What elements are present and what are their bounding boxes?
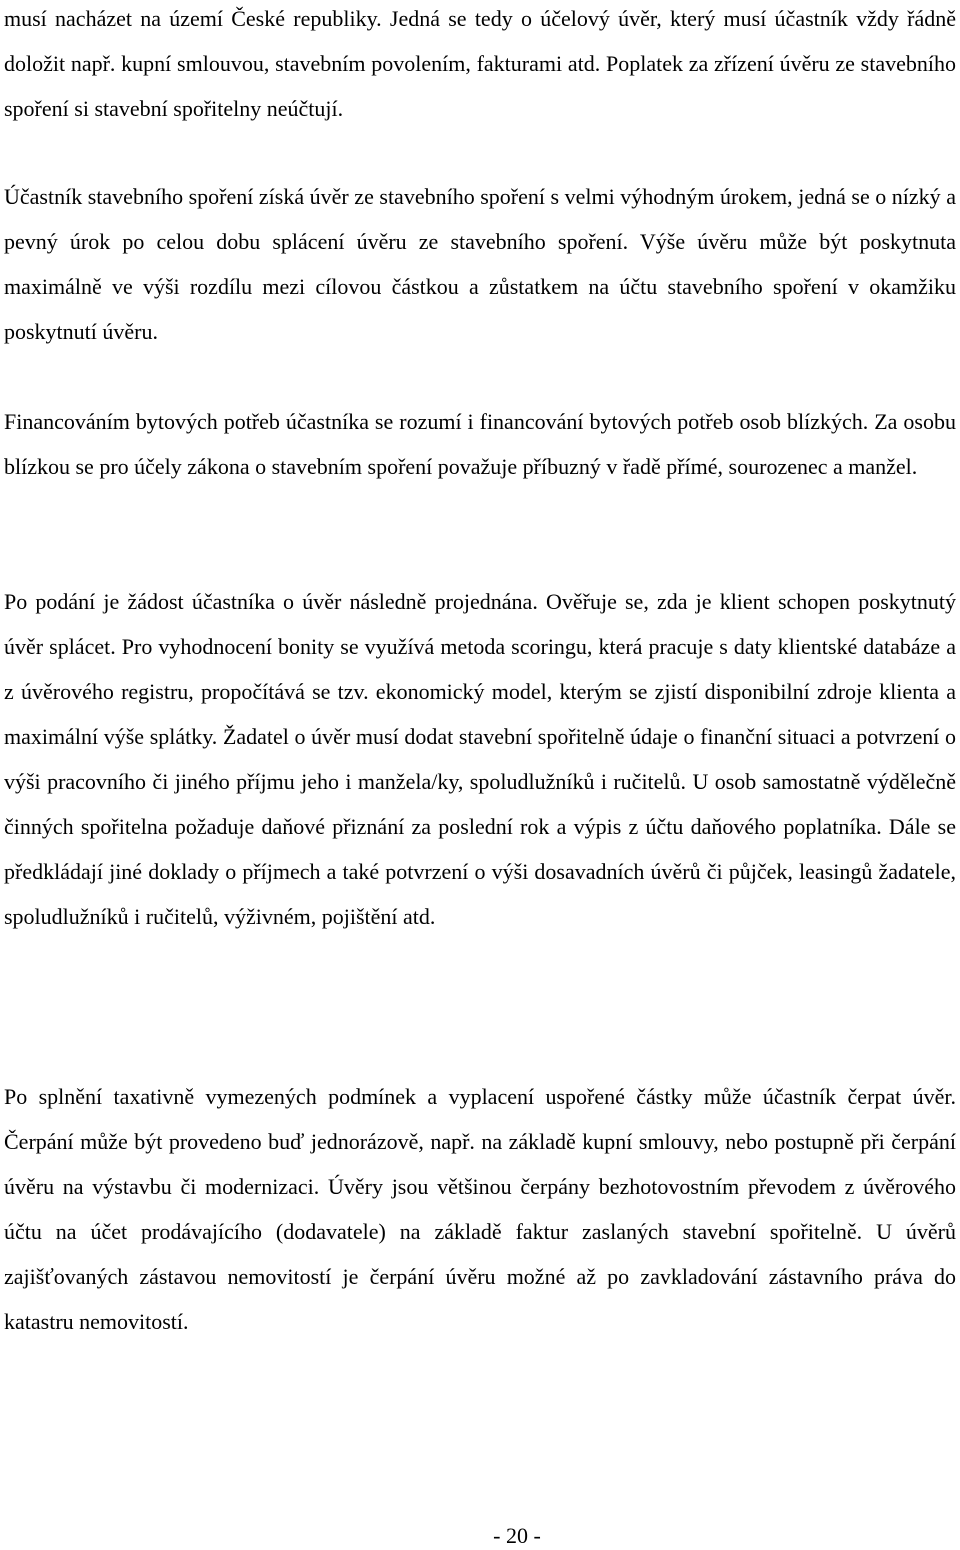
paragraph-continuation: musí nacházet na území České republiky. Jedná se tedy o účelový úvěr, který musí účastník vždy řádně doložit např. kupní smlouvou, stavebním povolením, fakturami atd. Poplatek za zřízení úvěru ze stavebního spoření si stavební spořitelny neúčtují. (4, 6, 956, 121)
paragraph-credit-assessment: Po podání je žádost účastníka o úvěr následně projednána. Ověřuje se, zda je klient schopen poskytnutý úvěr splácet. Pro vyhodnocení bonity se využívá metoda scoringu, která pracuje s daty klientské databáze a z úvěrového registru, propočítává se tzv. ekonomický model, kterým se zjistí disponibilní zdroje klienta a maximální výše splátky. Žadatel o úvěr musí dodat stavební spořitelně údaje o finanční situaci a potvrzení o výši pracovního či jiného příjmu jeho i manžela/ky, spoludlužníků i ručitelů. U osob samostatně výdělečně činných spořitelna požaduje daňové přiznání za poslední rok a výpis z účtu daňového poplatníka. Dále se předkládají jiné doklady o příjmech a také potvrzení o výši dosavadních úvěrů či půjček, leasingů žadatele, spoludlužníků i ručitelů, výživném, pojištění atd. (4, 589, 956, 929)
paragraph-loan-interest: Účastník stavebního spoření získá úvěr ze stavebního spoření s velmi výhodným úrokem, jedná se o nízký a pevný úrok po celou dobu splácení úvěru ze stavebního spoření. Výše úvěru může být poskytnuta maximálně ve výši rozdílu mezi cílovou částkou a zůstatkem na účtu stavebního spoření v okamžiku poskytnutí úvěru. (4, 184, 956, 344)
page-number: - 20 - (493, 1523, 541, 1548)
paragraph-loan-drawdown: Po splnění taxativně vymezených podmínek a vyplacení uspořené částky může účastník čerpat úvěr. Čerpání může být provedeno buď jednorázově, např. na základě kupní smlouvy, nebo postupně při čerpání úvěru na výstavbu či modernizaci. Úvěry jsou většinou čerpány bezhotovostním převodem z úvěrového účtu na účet prodávajícího (dodavatele) na základě faktur zaslaných stavební spořitelně. U úvěrů zajišťovaných zástavou nemovitostí je čerpání úvěru možné až po zavkladování zástavního práva do katastru nemovitostí. (4, 1084, 956, 1334)
paragraph-close-persons: Financováním bytových potřeb účastníka se rozumí i financování bytových potřeb osob blízkých. Za osobu blízkou se pro účely zákona o stavebním spoření považuje příbuzný v řadě přímé, sourozenec a manžel. (4, 409, 956, 479)
